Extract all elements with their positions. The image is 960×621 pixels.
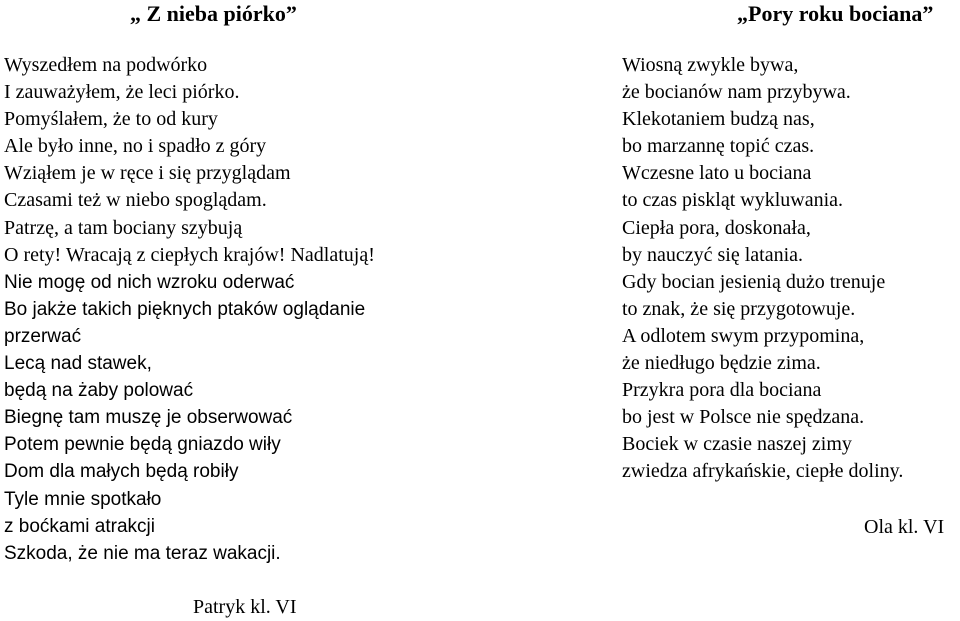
left-poem-title: „ Z nieba piórko” bbox=[130, 1, 297, 26]
right-poem-body bbox=[622, 52, 903, 486]
poem-line: że niedługo będzie zima. bbox=[622, 352, 821, 375]
poem-line: Dom dla małych będą robiły bbox=[4, 461, 239, 483]
right-poem-title: „Pory roku bociana” bbox=[737, 1, 934, 26]
poem-line: Nie mogę od nich wzroku oderwać bbox=[4, 271, 295, 293]
poem-line: Wziąłem je w ręce i się przyglądam bbox=[4, 162, 291, 185]
poem-line: będą na żaby polować bbox=[4, 380, 194, 402]
poem-line: A odlotem swym przypomina, bbox=[622, 324, 865, 347]
poem-line: Lecą nad stawek, bbox=[4, 353, 152, 375]
poem-line: Wyszedłem na podwórko bbox=[4, 54, 208, 76]
poem-line: Przykra pora dla bociana bbox=[622, 379, 822, 402]
poem-line: zwiedza afrykańskie, ciepłe doliny. bbox=[622, 460, 904, 483]
poem-line: bo jest w Polsce nie spędzana. bbox=[622, 406, 865, 429]
poem-line: Pomyślałem, że to od kury bbox=[4, 108, 218, 131]
poem-line: bo marzannę topić czas. bbox=[622, 135, 815, 158]
poem-line: z boćkami atrakcji bbox=[4, 515, 155, 537]
poem-line: Tyle mnie spotkało bbox=[4, 488, 162, 510]
poem-line: I zauważyłem, że leci piórko. bbox=[4, 81, 240, 104]
poem-line: Bociek w czasie naszej zimy bbox=[622, 433, 852, 456]
poem-line: Potem pewnie będą gniazdo wiły bbox=[4, 434, 281, 456]
right-poem-author: Ola kl. VI bbox=[864, 516, 945, 538]
poem-line: Patrzę, a tam bociany szybują bbox=[4, 216, 243, 239]
poem-line: Wczesne lato u bociana bbox=[622, 162, 812, 185]
poem-line: przerwać bbox=[4, 325, 82, 347]
poem-line: Gdy bocian jesienią dużo trenuje bbox=[622, 270, 886, 293]
poem-line: Biegnę tam muszę je obserwować bbox=[4, 407, 293, 429]
poem-line: O rety! Wracają z ciepłych krajów! Nadlatują! bbox=[4, 243, 375, 266]
left-poem-author: Patryk kl. VI bbox=[193, 596, 297, 618]
poem-line: Ciepła pora, doskonała, bbox=[622, 216, 811, 239]
poem-line: Szkoda, że nie ma teraz wakacji. bbox=[4, 542, 281, 564]
poem-line: Czasami też w niebo spoglądam. bbox=[4, 189, 267, 212]
poem-line: to czas piskląt wykluwania. bbox=[622, 189, 844, 212]
poem-line: Ale było inne, no i spadło z góry bbox=[4, 135, 267, 158]
poem-line: że bocianów nam przybywa. bbox=[622, 81, 851, 104]
poem-line: by nauczyć się latania. bbox=[622, 243, 804, 266]
poem-line: to znak, że się przygotowuje. bbox=[622, 297, 856, 320]
poem-line: Klekotaniem budzą nas, bbox=[622, 108, 815, 131]
poem-line: Wiosną zwykle bywa, bbox=[622, 54, 799, 76]
poem-line: Bo jakże takich pięknych ptaków oglądanie bbox=[4, 298, 366, 320]
left-poem-body bbox=[4, 52, 375, 567]
